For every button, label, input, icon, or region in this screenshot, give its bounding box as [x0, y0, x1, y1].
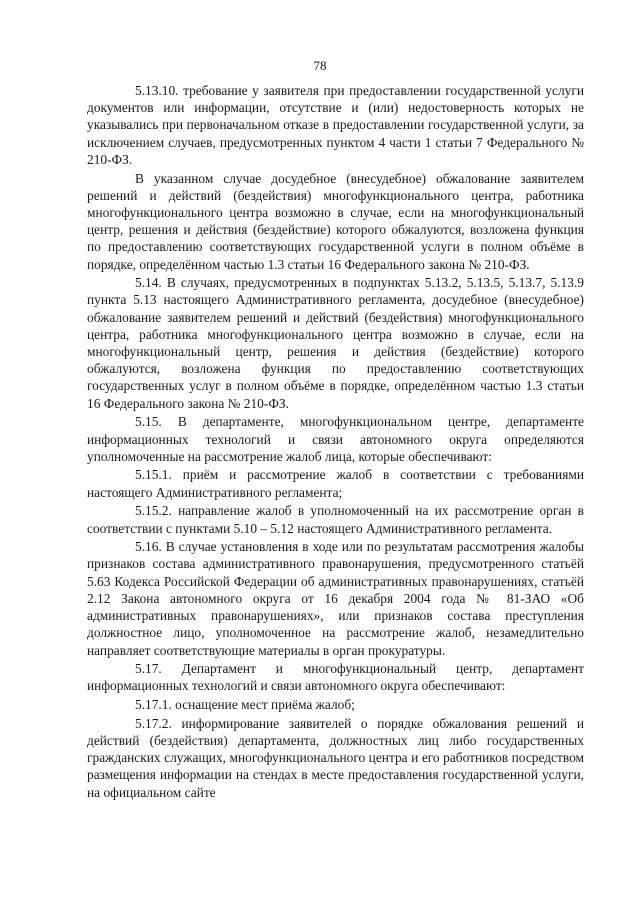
paragraph-5-17-2: 5.17.2. информирование заявителей о порядке обжалования решений и действий (бездействия) департамента, должностных лиц либо государственных гражданских служащих, многофункционального центра и его работников посредством размещения информации на стендах в месте предоставления государственной услуги, на официальном сайте	[87, 715, 584, 800]
paragraph-5-16: 5.16. В случае установления в ходе или по результатам рассмотрения жалобы признаков состава административного правонарушения, предусмотренного статьёй 5.63 Кодекса Российской Федерации об административных правонарушениях, статьёй 2.12 Закона автономного округа от 16 декабря 2004 года № 81-ЗАО «Об административных правонарушениях», или признаков состава преступления должностное лицо, уполномоченное на рассмотрение жалоб, незамедлительно направляет соответствующие материалы в орган прокуратуры.	[87, 539, 584, 658]
paragraph-5-17: 5.17. Департамент и многофункциональный центр, департамент информационных технологий и связи автономного округа обеспечивают:	[87, 661, 584, 694]
paragraph-5-15-1: 5.15.1. приём и рассмотрение жалоб в соответствии с требованиями настоящего Административного регламента;	[87, 467, 584, 500]
paragraph-5-14: 5.14. В случаях, предусмотренных в подпунктах 5.13.2, 5.13.5, 5.13.7, 5.13.9 пункта 5.13 настоящего Административного регламента, досудебное (внесудебное) обжалование заявителем решений и действий (бездействия) многофункционального центра, работника многофункционального центра возможно в случае, если на многофункциональный центр, решения и действия (бездействие) которого обжалуются, возложена функция по предоставлению соответствующих государственных услуг в полном объёме в порядке, определённом частью 1.3 статьи 16 Федерального закона № 210-ФЗ.	[87, 275, 584, 411]
paragraph-5-15-2: 5.15.2. направление жалоб в уполномоченный на их рассмотрение орган в соответствии с пунктами 5.10 – 5.12 настоящего Административного регламента.	[87, 503, 584, 536]
paragraph-mfc-appeal: В указанном случае досудебное (внесудебное) обжалование заявителем решений и действий (бездействия) многофункционального центра, работника многофункционального центра возможно в случае, если на многофункциональный центр, решения и действия (бездействие) которого обжалуются, возложена функция по предоставлению соответствующих государственной услуги в полном объёме в порядке, определённом частью 1.3 статьи 16 Федерального закона № 210-ФЗ.	[87, 170, 584, 272]
page-number: 78	[313, 58, 327, 73]
paragraph-5-15: 5.15. В департаменте, многофункциональном центре, департаменте информационных технологий и связи автономного округа определяются уполномоченные на рассмотрение жалоб лица, которые обеспечивают:	[87, 414, 584, 464]
paragraph-5-13-10: 5.13.10. требование у заявителя при предоставлении государственной услуги документов или информации, отсутствие и (или) недостоверность которых не указывались при первоначальном отказе в предоставлении государственной услуги, за исключением случаев, предусмотренных пунктом 4 части 1 статьи 7 Федерального № 210-ФЗ.	[87, 83, 584, 167]
paragraph-5-17-1: 5.17.1. оснащение мест приёма жалоб;	[135, 697, 355, 713]
document-body	[87, 82, 584, 802]
